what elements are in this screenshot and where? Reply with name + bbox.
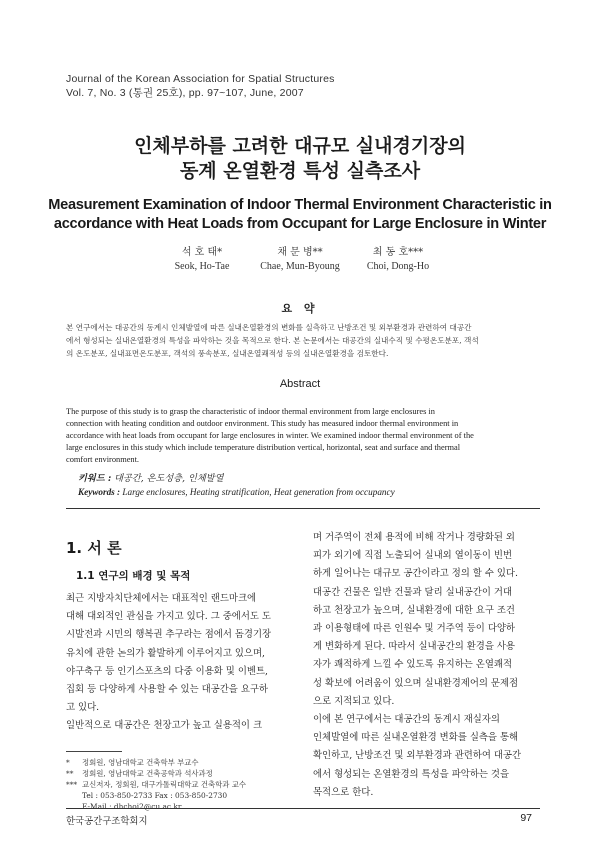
footnote-text: 교신저자, 정회원, 대구가톨릭대학교 건축학과 교수 — [82, 780, 247, 789]
footnote — [66, 779, 246, 790]
title-english-line: Measurement Examination of Indoor Thermal Environment Characteristic in — [48, 197, 552, 213]
author-name-en: Seok, Ho-Tae — [174, 261, 230, 272]
body-line: 최근 지방자치단체에서는 대표적인 랜드마크에 — [66, 593, 257, 604]
journal-issue: Vol. 7, No. 3 (통권 25호), pp. 97~107, June, 2007 — [66, 87, 304, 99]
footnote-mark: ** — [66, 769, 74, 778]
abstract-korean-heading: 요 약 — [281, 302, 319, 315]
title-korean — [0, 134, 600, 184]
body-line: 에서 형성되는 온열환경의 특성을 파악하는 것을 — [313, 768, 510, 780]
footer-journal-name: 한국공간구조학회지 — [66, 816, 148, 827]
section-1-1-title: 1.1 연구의 배경 및 목적 — [76, 570, 191, 582]
abstract-divider — [66, 508, 540, 509]
keywords-korean-text: 대공간, 온도성층, 인체발열 — [114, 473, 224, 484]
body-right-column — [313, 529, 521, 802]
keywords-english-text: Large enclosures, Heating stratification, Heat generation from occupancy — [122, 487, 395, 497]
body-line: 유치에 관한 논의가 활발하게 이루어지고 있으며, — [66, 647, 266, 659]
author-name-en: Chae, Mun-Byoung — [260, 261, 340, 272]
contact-tel: Tel : 053-850-2733 Fax : 053-850-2730 — [82, 791, 228, 800]
body-line: 하게 일어나는 대규모 공간이라고 정의 할 수 있다. — [313, 568, 518, 580]
footnote-mark: *** — [66, 780, 78, 789]
body-line: 인체발열에 따른 실내온열환경 변화를 실측을 통해 — [313, 732, 519, 744]
author — [328, 246, 468, 274]
body-line: 하고 천장고가 높으며, 실내환경에 대한 요구 조건 — [313, 604, 515, 616]
body-line: 며 거주역이 전체 용적에 비해 작거나 경량화된 외 — [313, 532, 515, 543]
body-line: 고 있다. — [66, 702, 100, 714]
keywords-english-label: Keywords : — [78, 487, 121, 497]
abstract-korean-line: 에서 형성되는 실내온열환경의 특성을 파악하는 것을 목적으로 한다. 본 논문에서는 대공간의 실내수직 및 수평온도분포, 객석 — [66, 336, 479, 345]
body-line: 대공간 건물은 일반 건물과 달리 실내공간이 거대 — [313, 586, 513, 598]
keywords-korean — [78, 470, 223, 484]
footnote-mark: * — [66, 758, 70, 767]
title-korean-line: 동계 온열환경 특성 실측조사 — [179, 160, 421, 182]
body-line: 성 확보에 어려움이 있으며 실내환경제어의 문제점 — [313, 677, 519, 689]
abstract-korean — [66, 321, 540, 360]
footnote-text: 정회원, 영남대학교 건축학부 부교수 — [82, 758, 199, 767]
title-korean-line: 인체부하를 고려한 대규모 실내경기장의 — [134, 135, 466, 157]
body-line: 시발전과 시민의 행복권 추구라는 점에서 돔경기장 — [66, 629, 272, 641]
body-line: 야구축구 등 인기스포츠의 다중 이용화 및 이벤트, — [66, 665, 268, 677]
body-line: 자가 쾌적하게 느낄 수 있도록 유지하는 온열쾌적 — [313, 659, 513, 671]
abstract-english-line: The purpose of this study is to grasp the characteristic of indoor thermal environment from large enclosures in — [66, 407, 435, 416]
section-1-title: 1. 서 론 — [66, 539, 122, 557]
contact-email: E-Mail : dhchoi2@cu.ac.kr — [82, 802, 182, 811]
abstract-english-line: connection with heating condition and outdoor environment. This study has measured indoor thermal environment in — [66, 419, 459, 428]
footnote-divider — [66, 751, 122, 752]
author-name-en: Choi, Dong-Ho — [366, 261, 430, 272]
footer-divider — [66, 808, 540, 809]
footnote — [66, 757, 246, 768]
author-name-ko: 최 동 호*** — [372, 247, 424, 258]
body-line: 확인하고, 난방조건 및 외부환경과 관련하여 대공간 — [313, 750, 522, 762]
body-line: 집회 등 다양하게 사용할 수 있는 대공간을 요구하 — [66, 684, 268, 696]
footnotes — [66, 757, 246, 812]
footnote — [66, 768, 246, 779]
body-line: 대해 대외적인 관심을 가지고 있다. 그 중에서도 도 — [66, 611, 271, 623]
title-english — [0, 196, 600, 234]
journal-name: Journal of the Korean Association for Spatial Structures — [66, 73, 335, 85]
body-line: 일반적으로 대공간은 천장고가 높고 실용적이 크 — [66, 720, 263, 732]
abstract-english-line: accordance with heat loads from occupant for large enclosures in winter. We examined indoor thermal environment of the — [66, 431, 474, 440]
footnote-text: 정회원, 영남대학교 건축공학과 석사과정 — [82, 769, 213, 778]
author-name-ko: 석 호 태* — [181, 247, 223, 258]
body-left-column — [66, 590, 271, 736]
body-line: 피가 외기에 직접 노출되어 실내외 열이동이 빈번 — [313, 550, 513, 562]
author-name-ko: 채 문 병** — [277, 247, 323, 258]
keywords-korean-label: 키워드 : — [78, 473, 112, 484]
abstract-english-line: large enclosures in this study which include temperature distribution vertical, horizontal, seat and surface and thermal — [66, 443, 461, 452]
journal-header — [66, 72, 335, 100]
title-english-line: accordance with Heat Loads from Occupant for Large Enclosure in Winter — [53, 216, 547, 232]
abstract-korean-line: 본 연구에서는 대공간의 동계시 인체발열에 따른 실내온열환경의 변화를 실측하고 난방조건 및 외부환경과 관련하여 대공간 — [66, 323, 472, 332]
abstract-korean-line: 의 온도분포, 실내표면온도분포, 객석의 풍속분포, 실내온열쾌적성 등의 실내온열환경을 검토한다. — [66, 349, 389, 358]
body-line: 목적으로 한다. — [313, 786, 374, 798]
page-number: 97 — [520, 812, 532, 824]
keywords-english — [78, 487, 395, 497]
abstract-english-line: comfort environment. — [66, 455, 140, 464]
body-line: 게 변화하게 된다. 따라서 실내공간의 환경을 사용 — [313, 641, 515, 653]
body-line: 과 이용형태에 따른 인원수 및 거주역 등이 다양하 — [313, 623, 515, 635]
abstract-english — [66, 406, 540, 466]
body-line: 으로 지적되고 있다. — [313, 695, 395, 707]
abstract-english-heading: Abstract — [279, 378, 321, 390]
body-line: 이에 본 연구에서는 대공간의 동계시 재실자의 — [313, 714, 500, 726]
